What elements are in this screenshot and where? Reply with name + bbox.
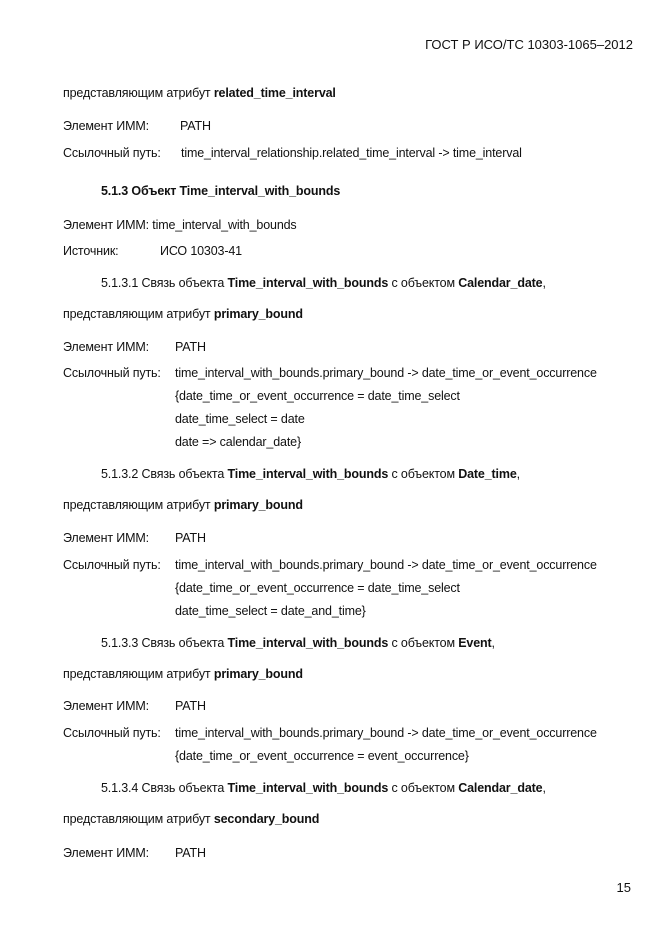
imm-element-key: Элемент ИММ: — [63, 340, 149, 354]
reference-path-key: Ссылочный путь: — [63, 726, 161, 740]
attribute-line — [63, 666, 303, 682]
reference-path-line: date => calendar_date} — [175, 435, 301, 449]
imm-element-value: PATH — [175, 846, 206, 860]
text: 5.1.3.4 Связь объекта — [101, 781, 228, 795]
reference-path-line: time_interval_with_bounds.primary_bound -> date_time_or_event_occurrence — [175, 366, 597, 380]
text: представляющим атрибут — [63, 498, 214, 512]
imm-element-key: Элемент ИММ: — [63, 699, 149, 713]
object-name: Time_interval_with_bounds — [227, 276, 389, 290]
text: 5.1.3.3 Связь объекта — [101, 636, 228, 650]
text: с объектом — [388, 276, 459, 290]
document-header: ГОСТ Р ИСО/ТС 10303-1065–2012 — [425, 37, 633, 52]
attribute-line — [63, 306, 303, 322]
text: представляющим атрибут — [63, 667, 214, 681]
imm-element-value: PATH — [175, 531, 206, 545]
object-name: Time_interval_with_bounds — [227, 781, 389, 795]
attribute-name: primary_bound — [213, 667, 303, 681]
text: , — [542, 781, 546, 795]
attribute-name: secondary_bound — [213, 812, 320, 826]
target-object-name: Calendar_date — [458, 781, 543, 795]
reference-path-key: Ссылочный путь: — [63, 558, 161, 572]
text: представляющим атрибут — [63, 812, 214, 826]
reference-path-key: Ссылочный путь: — [63, 146, 161, 160]
reference-path-line: time_interval_with_bounds.primary_bound -> date_time_or_event_occurrence — [175, 558, 597, 572]
reference-path-line: {date_time_or_event_occurrence = date_time_select — [175, 581, 460, 595]
text: представляющим атрибут — [63, 86, 214, 100]
imm-element-key: Элемент ИММ: — [63, 531, 149, 545]
imm-element-line: Элемент ИММ: time_interval_with_bounds — [63, 218, 297, 232]
source-key: Источник: — [63, 244, 119, 258]
text: , — [491, 636, 495, 650]
reference-path-line: {date_time_or_event_occurrence = event_occurrence} — [175, 749, 469, 763]
subsection-heading — [101, 635, 495, 651]
text: с объектом — [388, 467, 459, 481]
attribute-name: related_time_interval — [213, 86, 336, 100]
imm-element-value: PATH — [180, 119, 211, 133]
text: , — [516, 467, 520, 481]
section-heading: 5.1.3 Объект Time_interval_with_bounds — [101, 184, 341, 198]
attribute-line — [63, 811, 319, 827]
attribute-line — [63, 85, 336, 101]
text: представляющим атрибут — [63, 307, 214, 321]
target-object-name: Event — [458, 636, 492, 650]
reference-path-line: time_interval_with_bounds.primary_bound -> date_time_or_event_occurrence — [175, 726, 597, 740]
page-number: 15 — [616, 880, 631, 895]
reference-path-value: time_interval_relationship.related_time_interval -> time_interval — [181, 146, 522, 160]
text: 5.1.3.1 Связь объекта — [101, 276, 228, 290]
text: , — [542, 276, 546, 290]
imm-element-value: PATH — [175, 340, 206, 354]
reference-path-line: {date_time_or_event_occurrence = date_time_select — [175, 389, 460, 403]
imm-element-value: PATH — [175, 699, 206, 713]
text: с объектом — [388, 781, 459, 795]
text: 5.1.3.2 Связь объекта — [101, 467, 228, 481]
reference-path-line: date_time_select = date_and_time} — [175, 604, 366, 618]
attribute-line — [63, 497, 303, 513]
attribute-name: primary_bound — [213, 307, 303, 321]
subsection-heading — [101, 780, 546, 796]
target-object-name: Calendar_date — [458, 276, 543, 290]
object-name: Time_interval_with_bounds — [227, 467, 389, 481]
reference-path-key: Ссылочный путь: — [63, 366, 161, 380]
attribute-name: primary_bound — [213, 498, 303, 512]
target-object-name: Date_time — [458, 467, 517, 481]
subsection-heading — [101, 466, 520, 482]
reference-path-line: date_time_select = date — [175, 412, 305, 426]
source-value: ИСО 10303-41 — [160, 244, 242, 258]
text: с объектом — [388, 636, 459, 650]
object-name: Time_interval_with_bounds — [227, 636, 389, 650]
subsection-heading — [101, 275, 546, 291]
imm-element-key: Элемент ИММ: — [63, 846, 149, 860]
imm-element-key: Элемент ИММ: — [63, 119, 149, 133]
